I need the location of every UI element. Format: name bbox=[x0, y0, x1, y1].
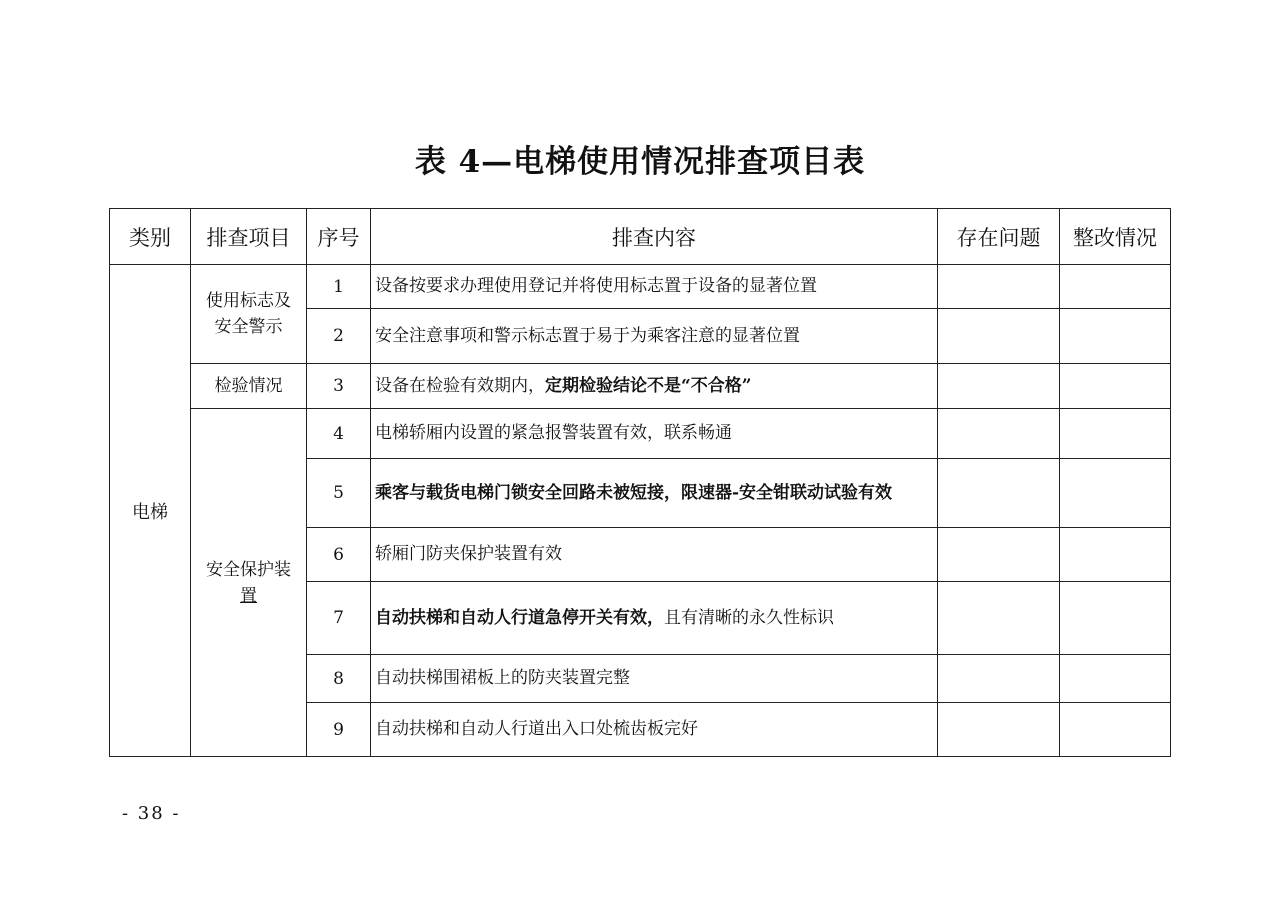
page-number: - 38 - bbox=[122, 803, 181, 824]
rectify-cell[interactable] bbox=[1060, 459, 1171, 528]
content-cell: 电梯轿厢内设置的紧急报警装置有效，联系畅通 bbox=[371, 409, 938, 459]
problem-cell[interactable] bbox=[938, 582, 1060, 655]
content-cell: 设备按要求办理使用登记并将使用标志置于设备的显著位置 bbox=[371, 265, 938, 309]
content-cell: 安全注意事项和警示标志置于易于为乘客注意的显著位置 bbox=[371, 309, 938, 364]
header-category: 类别 bbox=[110, 209, 191, 265]
problem-cell[interactable] bbox=[938, 409, 1060, 459]
rectify-cell[interactable] bbox=[1060, 409, 1171, 459]
rectify-cell[interactable] bbox=[1060, 528, 1171, 582]
content-text-normal: 且有清晰的永久性标识 bbox=[664, 607, 834, 628]
content-text-bold: 定期检验结论不是“不合格” bbox=[545, 375, 752, 396]
content-cell: 自动扶梯和自动人行道出入口处梳齿板完好 bbox=[371, 703, 938, 757]
group-cell-inspection: 检验情况 bbox=[191, 364, 307, 409]
problem-cell[interactable] bbox=[938, 459, 1060, 528]
table-row bbox=[110, 265, 1171, 309]
group-label-line: 安全保护装 bbox=[206, 559, 291, 580]
content-cell bbox=[371, 364, 938, 409]
seq-cell: 1 bbox=[307, 265, 371, 309]
category-cell: 电梯 bbox=[110, 265, 191, 757]
table-title: 表 4—电梯使用情况排查项目表 bbox=[414, 144, 866, 180]
problem-cell[interactable] bbox=[938, 265, 1060, 309]
group-label-line: 安全警示 bbox=[214, 317, 283, 337]
rectify-cell[interactable] bbox=[1060, 309, 1171, 364]
content-text-normal: 设备在检验有效期内， bbox=[375, 375, 545, 396]
seq-cell: 4 bbox=[307, 409, 371, 459]
header-seq: 序号 bbox=[307, 209, 371, 265]
header-item: 排查项目 bbox=[191, 209, 307, 265]
seq-cell: 7 bbox=[307, 582, 371, 655]
rectify-cell[interactable] bbox=[1060, 265, 1171, 309]
seq-cell: 6 bbox=[307, 528, 371, 582]
table-row bbox=[110, 364, 1171, 409]
rectify-cell[interactable] bbox=[1060, 655, 1171, 703]
content-text-bold: 自动扶梯和自动人行道急停开关有效， bbox=[375, 607, 664, 628]
table-row bbox=[110, 409, 1171, 459]
content-cell: 自动扶梯围裙板上的防夹装置完整 bbox=[371, 655, 938, 703]
problem-cell[interactable] bbox=[938, 655, 1060, 703]
problem-cell[interactable] bbox=[938, 364, 1060, 409]
seq-cell: 9 bbox=[307, 703, 371, 757]
problem-cell[interactable] bbox=[938, 528, 1060, 582]
group-label-line: 使用标志及 bbox=[206, 291, 291, 311]
seq-cell: 3 bbox=[307, 364, 371, 409]
group-cell-safety-protection bbox=[191, 409, 307, 757]
content-cell: 轿厢门防夹保护装置有效 bbox=[371, 528, 938, 582]
seq-cell: 5 bbox=[307, 459, 371, 528]
seq-cell: 2 bbox=[307, 309, 371, 364]
content-cell bbox=[371, 582, 938, 655]
group-label-line: 置 bbox=[240, 585, 257, 606]
seq-cell: 8 bbox=[307, 655, 371, 703]
rectify-cell[interactable] bbox=[1060, 582, 1171, 655]
problem-cell[interactable] bbox=[938, 309, 1060, 364]
content-cell: 乘客与载货电梯门锁安全回路未被短接，限速器-安全钳联动试验有效 bbox=[371, 459, 938, 528]
header-content: 排查内容 bbox=[371, 209, 938, 265]
group-cell-usage-sign bbox=[191, 265, 307, 364]
rectify-cell[interactable] bbox=[1060, 703, 1171, 757]
header-problem: 存在问题 bbox=[938, 209, 1060, 265]
problem-cell[interactable] bbox=[938, 703, 1060, 757]
header-row bbox=[110, 209, 1171, 265]
header-rectify: 整改情况 bbox=[1060, 209, 1171, 265]
inspection-table bbox=[109, 208, 1171, 757]
rectify-cell[interactable] bbox=[1060, 364, 1171, 409]
